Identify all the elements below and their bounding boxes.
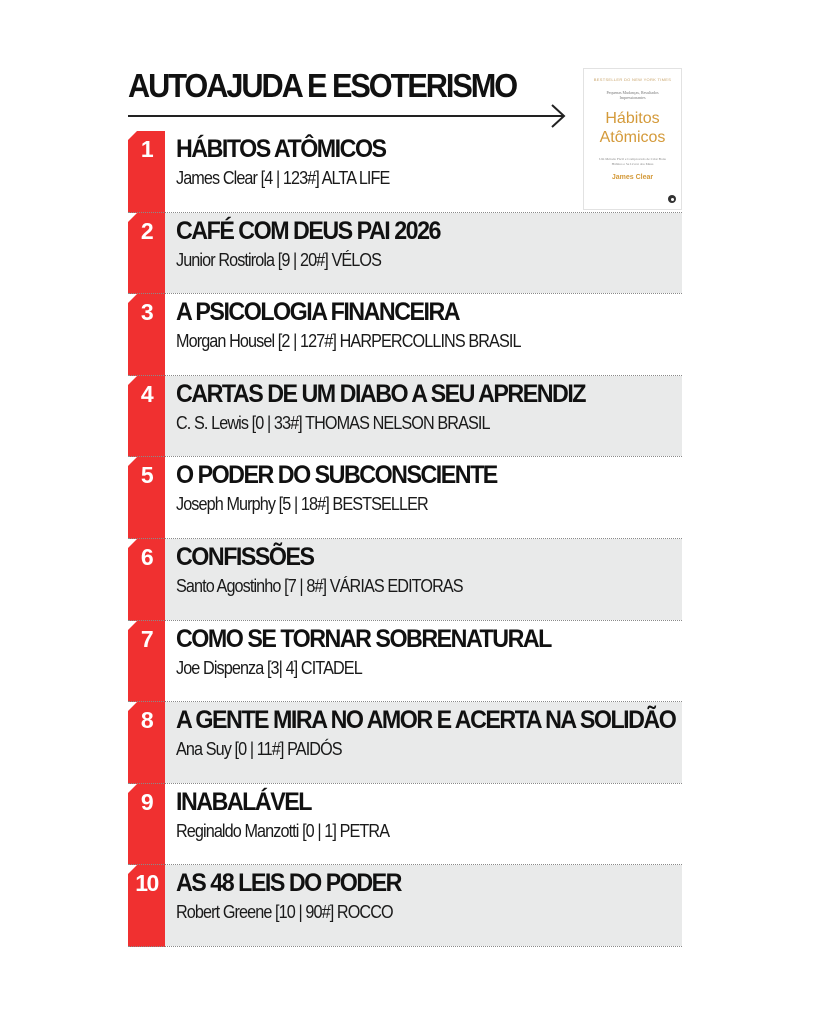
book-title: CARTAS DE UM DIABO A SEU APRENDIZ — [176, 379, 586, 408]
book-title: A GENTE MIRA NO AMOR E ACERTA NA SOLIDÃO — [176, 706, 676, 735]
cover-title-line-2: Atômicos — [599, 129, 666, 146]
book-meta: Junior Rostirola [9 | 20#] VÉLOS — [176, 249, 382, 270]
rank-number: 5 — [140, 462, 153, 489]
rank-number: 7 — [140, 625, 153, 652]
book-meta: Morgan Housel [2 | 127#] HARPERCOLLINS BRASIL — [176, 331, 521, 352]
cover-description: Um Método Fácil e Comprovado de Criar Bons Hábitos e Se Livrar dos Maus — [599, 157, 666, 166]
book-meta: Ana Suy [0 | 11#] PAIDÓS — [176, 739, 342, 760]
list-item — [128, 539, 682, 621]
arrow-right-icon — [128, 104, 568, 128]
book-meta: Santo Agostinho [7 | 8#] VÁRIAS EDITORAS — [176, 575, 463, 596]
book-meta: Joseph Murphy [5 | 18#] BESTSELLER — [176, 494, 428, 515]
book-title: AS 48 LEIS DO PODER — [176, 869, 401, 898]
cover-author: James Clear — [611, 174, 654, 181]
list-item — [128, 621, 682, 703]
book-meta: Reginaldo Manzotti [0 | 1] PETRA — [176, 820, 390, 841]
rank-number: 9 — [140, 788, 153, 815]
list-item — [128, 213, 682, 295]
rank-number: 6 — [140, 543, 153, 570]
book-title: CAFÉ COM DEUS PAI 2026 — [176, 216, 440, 245]
cover-subtitle: Pequenas Mudanças, Resultados Impressionantes — [606, 90, 659, 100]
rank-number: 8 — [140, 707, 153, 734]
cover-title-line-1: Hábitos — [605, 110, 660, 127]
rank-number: 4 — [140, 380, 153, 407]
book-title: HÁBITOS ATÔMICOS — [176, 135, 386, 163]
book-title: INABALÁVEL — [176, 787, 311, 816]
list-item — [128, 784, 682, 866]
book-title: O PODER DO SUBCONSCIENTE — [176, 461, 497, 490]
list-item — [128, 294, 682, 376]
bestseller-list — [128, 131, 682, 947]
list-item — [128, 457, 682, 539]
list-item — [128, 376, 682, 458]
section-title: AUTOAJUDA E ESOTERISMO — [128, 67, 517, 104]
rank-number: 1 — [140, 136, 153, 162]
book-title: COMO SE TORNAR SOBRENATURAL — [176, 624, 551, 653]
book-title: A PSICOLOGIA FINANCEIRA — [176, 298, 460, 327]
book-meta: C. S. Lewis [0 | 33#] THOMAS NELSON BRASIL — [176, 412, 490, 433]
rank-number: 3 — [140, 299, 153, 326]
rank-number: 10 — [135, 870, 158, 897]
book-meta: James Clear [4 | 123#] ALTA LIFE — [176, 168, 390, 188]
rank-number: 2 — [140, 217, 153, 244]
list-item — [128, 131, 682, 213]
list-item — [128, 702, 682, 784]
book-meta: Robert Greene [10 | 90#] ROCCO — [176, 902, 393, 923]
cover-top-line: BESTSELLER DO NEW YORK TIMES — [593, 77, 672, 82]
book-title: CONFISSÕES — [176, 542, 314, 571]
book-meta: Joe Dispenza [3| 4] CITADEL — [176, 657, 362, 678]
list-item — [128, 865, 682, 947]
